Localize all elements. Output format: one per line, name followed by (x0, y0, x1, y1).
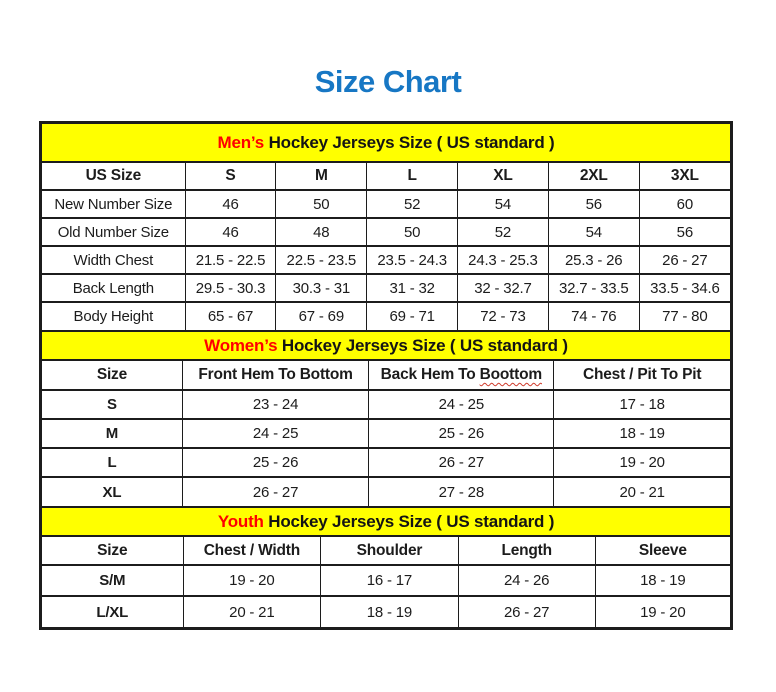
size-value: 46 (185, 218, 276, 246)
youth-band-text: Hockey Jerseys Size ( US standard ) (263, 511, 555, 531)
row-label: Width Chest (42, 246, 185, 274)
table-row (42, 419, 730, 448)
row-label: XL (42, 477, 182, 506)
size-value: 77 - 80 (639, 302, 730, 330)
youth-header-size: Size (42, 537, 183, 565)
size-value: 24 - 26 (458, 565, 595, 596)
size-value: 52 (458, 218, 549, 246)
mens-header-us-size: US Size (42, 163, 185, 190)
row-label: Body Height (42, 302, 185, 330)
youth-header-sleeve: Sleeve (595, 537, 730, 565)
size-value: 56 (639, 218, 730, 246)
womens-header-size: Size (42, 361, 182, 390)
mens-header-l: L (367, 163, 458, 190)
size-value: 23.5 - 24.3 (367, 246, 458, 274)
row-label: S/M (42, 565, 183, 596)
table-row (42, 190, 730, 218)
womens-header-front-hem: Front Hem To Bottom (182, 361, 368, 390)
size-value: 16 - 17 (321, 565, 459, 596)
size-value: 19 - 20 (595, 596, 730, 627)
size-value: 25.3 - 26 (548, 246, 639, 274)
size-value: 60 (639, 190, 730, 218)
youth-band-highlight: Youth (217, 511, 264, 531)
back-hem-prefix: Back Hem To (380, 366, 480, 383)
size-chart-panel (39, 121, 733, 630)
size-value: 20 - 21 (554, 477, 730, 506)
size-value: 54 (458, 190, 549, 218)
table-row (42, 302, 730, 330)
size-value: 25 - 26 (369, 419, 554, 448)
table-row (42, 390, 730, 419)
size-value: 67 - 69 (276, 302, 367, 330)
table-row (42, 565, 730, 596)
size-value: 33.5 - 34.6 (639, 274, 730, 302)
row-label: L (42, 448, 182, 477)
size-value: 54 (548, 218, 639, 246)
row-label: M (42, 419, 182, 448)
table-row (42, 596, 730, 627)
mens-section-band (42, 124, 730, 163)
size-value: 24 - 25 (182, 419, 368, 448)
size-value: 18 - 19 (321, 596, 459, 627)
page-title: Size Chart (314, 64, 462, 99)
size-value: 31 - 32 (367, 274, 458, 302)
youth-header-shoulder: Shoulder (321, 537, 459, 565)
youth-header-chest-width: Chest / Width (183, 537, 321, 565)
size-value: 19 - 20 (554, 448, 730, 477)
size-value: 19 - 20 (183, 565, 321, 596)
size-value: 23 - 24 (182, 390, 368, 419)
row-label: L/XL (42, 596, 183, 627)
size-value: 65 - 67 (185, 302, 276, 330)
table-row (42, 246, 730, 274)
womens-section-band (42, 330, 730, 361)
size-value: 18 - 19 (554, 419, 730, 448)
mens-header-2xl: 2XL (548, 163, 639, 190)
size-value: 25 - 26 (182, 448, 368, 477)
back-hem-misspelled-word: Boottom (479, 366, 542, 383)
size-value: 50 (367, 218, 458, 246)
table-row (42, 477, 730, 506)
size-value: 72 - 73 (458, 302, 549, 330)
size-value: 32.7 - 33.5 (548, 274, 639, 302)
size-value: 26 - 27 (458, 596, 595, 627)
size-value: 27 - 28 (369, 477, 554, 506)
womens-band-text: Hockey Jerseys Size ( US standard ) (277, 335, 568, 355)
mens-header-xl: XL (458, 163, 549, 190)
youth-header-row (42, 537, 730, 565)
youth-header-length: Length (458, 537, 595, 565)
size-value: 52 (367, 190, 458, 218)
size-value: 46 (185, 190, 276, 218)
size-value: 69 - 71 (367, 302, 458, 330)
size-value: 20 - 21 (183, 596, 321, 627)
size-value: 30.3 - 31 (276, 274, 367, 302)
size-value: 18 - 19 (595, 565, 730, 596)
size-value: 56 (548, 190, 639, 218)
womens-size-table (42, 361, 730, 506)
table-row (42, 274, 730, 302)
size-value: 17 - 18 (554, 390, 730, 419)
size-value: 48 (276, 218, 367, 246)
size-value: 29.5 - 30.3 (185, 274, 276, 302)
size-value: 22.5 - 23.5 (276, 246, 367, 274)
mens-header-m: M (276, 163, 367, 190)
youth-section-band (42, 506, 730, 537)
mens-band-highlight: Men’s (217, 132, 265, 152)
size-value: 74 - 76 (548, 302, 639, 330)
mens-header-s: S (185, 163, 276, 190)
size-value: 24.3 - 25.3 (458, 246, 549, 274)
size-value: 24 - 25 (369, 390, 554, 419)
youth-size-table (42, 537, 730, 627)
row-label: New Number Size (42, 190, 185, 218)
womens-header-back-hem (369, 361, 554, 390)
size-value: 21.5 - 22.5 (185, 246, 276, 274)
size-value: 26 - 27 (639, 246, 730, 274)
table-row (42, 448, 730, 477)
mens-header-row (42, 163, 730, 190)
table-row (42, 218, 730, 246)
womens-header-chest: Chest / Pit To Pit (554, 361, 730, 390)
mens-header-3xl: 3XL (639, 163, 730, 190)
womens-band-highlight: Women’s (204, 335, 278, 355)
row-label: Back Length (42, 274, 185, 302)
womens-header-row (42, 361, 730, 390)
row-label: S (42, 390, 182, 419)
row-label: Old Number Size (42, 218, 185, 246)
mens-band-text: Hockey Jerseys Size ( US standard ) (264, 132, 555, 152)
size-value: 50 (276, 190, 367, 218)
mens-size-table (42, 163, 730, 330)
size-value: 26 - 27 (369, 448, 554, 477)
size-value: 26 - 27 (182, 477, 368, 506)
size-value: 32 - 32.7 (458, 274, 549, 302)
